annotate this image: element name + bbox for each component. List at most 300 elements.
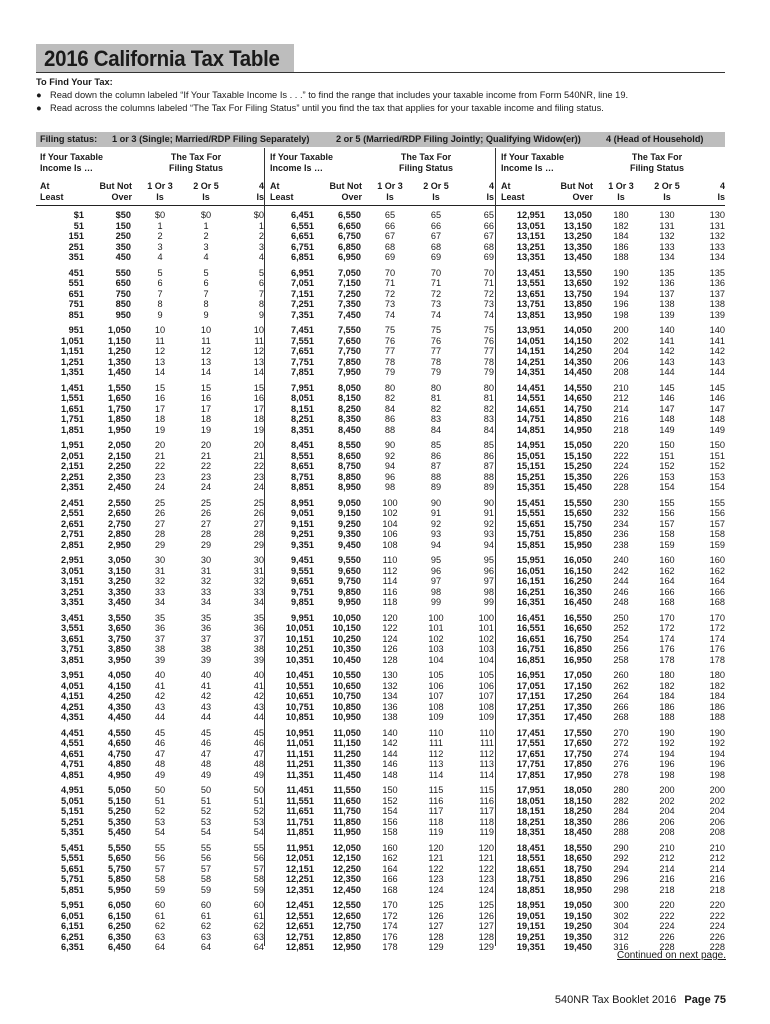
but-not-over-cell: 11,050 bbox=[333, 727, 361, 738]
at-least-cell: 951 bbox=[68, 325, 84, 335]
tax-4-cell: 154 bbox=[709, 482, 725, 493]
at-least-cell: 1,851 bbox=[61, 424, 84, 435]
but-not-over-cell: 4,050 bbox=[108, 670, 131, 680]
tax-2-5-cell: 133 bbox=[659, 241, 675, 252]
tax-1-3-cell: 190 bbox=[613, 267, 629, 278]
tax-4-cell: 170 bbox=[709, 612, 725, 623]
tax-4-cell: 24 bbox=[253, 482, 264, 493]
at-least-cell: 9,751 bbox=[291, 586, 314, 597]
but-not-over-cell: 5,450 bbox=[108, 827, 131, 838]
at-least-cell: 4,951 bbox=[61, 785, 84, 795]
tax-1-3-cell: 42 bbox=[154, 691, 166, 702]
tax-2-5-cell: 100 bbox=[428, 612, 444, 623]
but-not-over-cell: 8,450 bbox=[338, 424, 361, 435]
at-least-cell: 2,051 bbox=[61, 450, 84, 461]
tax-1-3-cell: 40 bbox=[154, 670, 166, 680]
tax-1-3-cell: 38 bbox=[154, 644, 166, 655]
tax-4-cell: 38 bbox=[253, 644, 264, 655]
but-not-over-cell: 9,950 bbox=[338, 597, 361, 608]
tax-4-cell: 123 bbox=[478, 874, 494, 885]
page-title: 2016 California Tax Table bbox=[44, 46, 280, 71]
tax-1-3-cell: 9 bbox=[157, 309, 163, 320]
tax-2-5-cell: 140 bbox=[659, 325, 675, 335]
tax-4-cell: 149 bbox=[709, 424, 725, 435]
tax-4-cell: 45 bbox=[253, 727, 264, 738]
tax-1-3-cell: 41 bbox=[154, 680, 166, 691]
tax-1-3-cell: 302 bbox=[613, 910, 629, 921]
tax-2-5-cell: 157 bbox=[659, 518, 675, 529]
but-not-over-cell: 10,050 bbox=[332, 612, 361, 623]
tax-2-5-cell: 172 bbox=[659, 623, 675, 634]
tax-4-cell: 3 bbox=[258, 241, 264, 252]
tax-1-3-cell: 156 bbox=[382, 816, 398, 827]
but-not-over-cell: 4,350 bbox=[108, 701, 131, 712]
but-not-over-cell: 16,750 bbox=[563, 633, 592, 644]
at-least-cell: 1,651 bbox=[61, 403, 84, 414]
tax-1-3-cell: 148 bbox=[382, 769, 398, 780]
tax-for-header: The Tax For Filing Status bbox=[399, 152, 453, 173]
tax-2-5-cell: 58 bbox=[200, 874, 212, 885]
column-divider bbox=[495, 148, 496, 946]
tax-1-3-cell: 56 bbox=[154, 853, 166, 864]
at-least-cell: 11,851 bbox=[286, 827, 314, 838]
tax-1-3-cell: 258 bbox=[613, 654, 629, 665]
tax-2-5-cell: 45 bbox=[200, 727, 212, 738]
but-not-over-cell: 17,950 bbox=[563, 769, 592, 780]
tax-2-5-cell: 52 bbox=[200, 806, 212, 817]
tax-2-5-cell: 202 bbox=[659, 795, 675, 806]
at-least-cell: 2,451 bbox=[61, 497, 84, 508]
at-least-cell: 15,451 bbox=[516, 497, 545, 508]
tax-4-cell: 27 bbox=[253, 518, 264, 529]
tax-1-3-cell: 256 bbox=[613, 644, 629, 655]
tax-4-cell: 71 bbox=[483, 278, 494, 289]
at-least-cell: 6,251 bbox=[61, 931, 84, 942]
at-least-cell: 13,851 bbox=[516, 309, 545, 320]
at-least-cell: 12,351 bbox=[285, 884, 314, 895]
at-least-cell: 8,551 bbox=[291, 450, 314, 461]
tax-1-3-cell: 232 bbox=[613, 508, 629, 519]
tax-2-5-cell: 61 bbox=[200, 910, 212, 921]
at-least-cell: 3,351 bbox=[61, 597, 84, 608]
tax-1-3-cell: 240 bbox=[613, 555, 629, 565]
tax-2-5-cell: 22 bbox=[200, 461, 212, 472]
tax-2-5-cell: 127 bbox=[428, 921, 444, 932]
at-least-header: At Least bbox=[270, 181, 294, 202]
tax-2-5-cell: 64 bbox=[200, 942, 212, 953]
tax-1-3-cell: 142 bbox=[382, 738, 398, 749]
tax-1-3-cell: 282 bbox=[613, 795, 629, 806]
tax-1-3-cell: 300 bbox=[613, 900, 629, 910]
tax-4-cell: 90 bbox=[483, 497, 494, 508]
at-least-cell: 12,951 bbox=[516, 210, 545, 220]
but-not-over-cell: 17,350 bbox=[563, 701, 592, 712]
tax-1-3-cell: 178 bbox=[382, 942, 398, 953]
but-not-over-cell: 3,650 bbox=[108, 623, 131, 634]
tax-1-3-cell: 274 bbox=[613, 748, 629, 759]
tax-4-cell: 107 bbox=[478, 691, 494, 702]
but-not-over-cell: 5,350 bbox=[108, 816, 131, 827]
tax-4-cell: 129 bbox=[478, 942, 494, 953]
tax-4-cell: 151 bbox=[709, 450, 725, 461]
but-not-over-cell: 2,750 bbox=[108, 518, 131, 529]
tax-1-3-cell: 86 bbox=[384, 414, 396, 425]
tax-2-5-cell: 50 bbox=[200, 785, 212, 795]
but-not-over-cell: 7,050 bbox=[338, 267, 361, 278]
tax-4-cell: 228 bbox=[709, 942, 725, 953]
at-least-cell: 16,951 bbox=[516, 670, 545, 680]
tax-4-cell: 95 bbox=[483, 555, 494, 565]
tax-4-cell: 10 bbox=[253, 325, 264, 335]
but-not-over-cell: 19,250 bbox=[563, 921, 592, 932]
tax-4-cell: 5 bbox=[258, 267, 264, 278]
at-least-cell: 8,151 bbox=[291, 403, 314, 414]
at-least-cell: 13,151 bbox=[516, 231, 545, 242]
tax-4-cell: 113 bbox=[479, 759, 494, 770]
filing-1-3-header: 1 Or 3 Is bbox=[608, 181, 634, 202]
tax-4-cell: 178 bbox=[709, 654, 725, 665]
tax-2-5-cell: 111 bbox=[429, 738, 443, 749]
tax-1-3-cell: 3 bbox=[157, 241, 163, 252]
tax-1-3-cell: 234 bbox=[613, 518, 629, 529]
but-not-over-cell: 13,850 bbox=[563, 299, 592, 310]
but-not-over-cell: 5,550 bbox=[108, 842, 131, 853]
at-least-cell: 3,151 bbox=[61, 576, 84, 587]
tax-2-5-cell: 99 bbox=[430, 597, 442, 608]
but-not-over-header: But Not Over bbox=[560, 181, 593, 202]
tax-2-5-cell: 87 bbox=[430, 461, 442, 472]
tax-1-3-cell: 21 bbox=[154, 450, 166, 461]
tax-4-cell: 63 bbox=[253, 931, 264, 942]
but-not-over-cell: 11,850 bbox=[333, 816, 361, 827]
tax-4-cell: 204 bbox=[709, 806, 725, 817]
but-not-over-cell: 17,650 bbox=[563, 738, 592, 749]
tax-2-5-cell: 32 bbox=[200, 576, 212, 587]
tax-1-3-cell: 29 bbox=[154, 539, 166, 550]
but-not-over-cell: 10,250 bbox=[332, 633, 361, 644]
tax-4-cell: 4 bbox=[258, 252, 264, 263]
at-least-cell: 11,651 bbox=[286, 806, 314, 817]
at-least-cell: 9,151 bbox=[291, 518, 314, 529]
at-least-cell: 14,851 bbox=[516, 424, 545, 435]
at-least-cell: 551 bbox=[68, 278, 84, 289]
tax-1-3-cell: 288 bbox=[613, 827, 629, 838]
tax-4-cell: 112 bbox=[479, 748, 494, 759]
tax-4-cell: 98 bbox=[483, 586, 494, 597]
tax-1-3-cell: 176 bbox=[382, 931, 398, 942]
but-not-over-cell: 17,750 bbox=[563, 748, 592, 759]
at-least-cell: 451 bbox=[68, 267, 84, 278]
tax-2-5-cell: 184 bbox=[659, 691, 675, 702]
but-not-over-cell: 13,150 bbox=[563, 220, 592, 231]
tax-1-3-cell: 47 bbox=[154, 748, 166, 759]
tax-4-cell: 220 bbox=[709, 900, 725, 910]
tax-4-cell: 66 bbox=[483, 220, 494, 231]
instructions bbox=[36, 76, 628, 115]
tax-1-3-cell: 4 bbox=[157, 252, 163, 263]
tax-2-5-cell: 222 bbox=[659, 910, 675, 921]
tax-1-3-cell: 76 bbox=[384, 335, 396, 346]
at-least-cell: 14,751 bbox=[516, 414, 545, 425]
tax-4-cell: 106 bbox=[478, 680, 494, 691]
tax-4-cell: 54 bbox=[253, 827, 264, 838]
tax-2-5-cell: 34 bbox=[200, 597, 212, 608]
tax-2-5-cell: 55 bbox=[200, 842, 212, 853]
tax-2-5-cell: 121 bbox=[428, 853, 444, 864]
tax-2-5-cell: 206 bbox=[659, 816, 675, 827]
but-not-over-cell: 1,050 bbox=[108, 325, 131, 335]
at-least-cell: 14,351 bbox=[516, 367, 545, 378]
but-not-over-cell: 4,950 bbox=[108, 769, 131, 780]
but-not-over-cell: 2,050 bbox=[108, 440, 131, 450]
tax-2-5-cell: 108 bbox=[428, 701, 444, 712]
but-not-over-cell: 9,850 bbox=[338, 586, 361, 597]
tax-2-5-cell: 86 bbox=[430, 450, 442, 461]
tax-2-5-cell: 110 bbox=[428, 727, 444, 738]
tax-1-3-cell: 206 bbox=[613, 356, 629, 367]
but-not-over-cell: 12,650 bbox=[332, 910, 361, 921]
but-not-over-cell: 13,250 bbox=[563, 231, 592, 242]
but-not-over-cell: 6,550 bbox=[338, 210, 361, 220]
at-least-cell: 15,851 bbox=[516, 539, 545, 550]
tax-1-3-cell: 26 bbox=[154, 508, 166, 519]
instruction-line bbox=[36, 89, 628, 102]
at-least-cell: 9,851 bbox=[291, 597, 314, 608]
tax-2-5-cell: 154 bbox=[659, 482, 675, 493]
tax-1-3-cell: 70 bbox=[384, 267, 396, 278]
tax-1-3-cell: 128 bbox=[382, 654, 398, 665]
tax-2-5-cell: 90 bbox=[430, 497, 442, 508]
at-least-cell: 10,051 bbox=[285, 623, 314, 634]
tax-1-3-cell: 252 bbox=[613, 623, 629, 634]
but-not-over-cell: 13,550 bbox=[563, 267, 592, 278]
but-not-over-cell: 14,550 bbox=[563, 382, 592, 393]
tax-1-3-cell: 60 bbox=[154, 900, 166, 910]
but-not-over-cell: 15,650 bbox=[563, 508, 592, 519]
tax-4-cell: 208 bbox=[709, 827, 725, 838]
tax-1-3-cell: 73 bbox=[384, 299, 396, 310]
tax-1-3-cell: 88 bbox=[384, 424, 396, 435]
tax-2-5-cell: 216 bbox=[659, 874, 675, 885]
tax-2-5-cell: 89 bbox=[430, 482, 442, 493]
tax-2-5-cell: 125 bbox=[428, 900, 444, 910]
tax-4-cell: 200 bbox=[709, 785, 725, 795]
but-not-over-cell: 9,350 bbox=[338, 529, 361, 540]
at-least-cell: 14,651 bbox=[516, 403, 545, 414]
tax-4-cell: 97 bbox=[483, 576, 494, 587]
but-not-over-cell: 4,150 bbox=[108, 680, 131, 691]
at-least-cell: 4,851 bbox=[61, 769, 84, 780]
tax-4-cell: 1 bbox=[258, 220, 264, 231]
tax-2-5-cell: 113 bbox=[428, 759, 444, 770]
at-least-cell: 15,051 bbox=[516, 450, 545, 461]
tax-4-cell: 33 bbox=[253, 586, 264, 597]
at-least-cell: 6,751 bbox=[291, 241, 314, 252]
at-least-cell: 11,551 bbox=[286, 795, 314, 806]
tax-2-5-cell: 149 bbox=[659, 424, 675, 435]
at-least-cell: 4,751 bbox=[61, 759, 84, 770]
at-least-cell: 2,851 bbox=[61, 539, 84, 550]
at-least-cell: 1,151 bbox=[61, 346, 84, 357]
tax-1-3-cell: 200 bbox=[613, 325, 629, 335]
tax-2-5-cell: 212 bbox=[659, 853, 675, 864]
at-least-cell: 17,051 bbox=[516, 680, 545, 691]
but-not-over-cell: 14,950 bbox=[563, 424, 592, 435]
tax-4-cell: 105 bbox=[478, 670, 494, 680]
at-least-cell: 9,251 bbox=[291, 529, 314, 540]
tax-for-header: The Tax For Filing Status bbox=[169, 152, 223, 173]
tax-1-3-cell: 24 bbox=[154, 482, 166, 493]
tax-4-cell: 64 bbox=[253, 942, 264, 953]
at-least-cell: 9,651 bbox=[291, 576, 314, 587]
but-not-over-cell: 150 bbox=[115, 220, 131, 231]
but-not-over-cell: 8,550 bbox=[338, 440, 361, 450]
tax-1-3-cell: 230 bbox=[613, 497, 629, 508]
tax-4-cell: 89 bbox=[483, 482, 494, 493]
tax-4-cell: 56 bbox=[253, 853, 264, 864]
tax-2-5-cell: 224 bbox=[659, 921, 675, 932]
tax-4-cell: 166 bbox=[709, 586, 725, 597]
tax-1-3-cell: 272 bbox=[613, 738, 629, 749]
but-not-over-cell: 10,350 bbox=[332, 644, 361, 655]
tax-4-cell: 126 bbox=[478, 910, 494, 921]
tax-2-5-cell: 91 bbox=[430, 508, 442, 519]
at-least-cell: 16,051 bbox=[516, 565, 545, 576]
but-not-over-cell: 3,150 bbox=[108, 565, 131, 576]
tax-4-cell: 164 bbox=[709, 576, 725, 587]
tax-2-5-cell: 47 bbox=[200, 748, 212, 759]
at-least-cell: 7,851 bbox=[291, 367, 314, 378]
but-not-over-cell: 6,050 bbox=[108, 900, 131, 910]
at-least-cell: 6,451 bbox=[291, 210, 314, 220]
but-not-over-cell: 4,250 bbox=[108, 691, 131, 702]
at-least-cell: 8,451 bbox=[291, 440, 314, 450]
tax-4-cell: 103 bbox=[478, 644, 494, 655]
tax-1-3-cell: 182 bbox=[613, 220, 629, 231]
tax-2-5-cell: 148 bbox=[659, 414, 675, 425]
at-least-cell: 12,551 bbox=[285, 910, 314, 921]
tax-2-5-cell: 66 bbox=[430, 220, 442, 231]
tax-1-3-cell: 120 bbox=[382, 612, 398, 623]
tax-4-cell: 14 bbox=[253, 367, 264, 378]
but-not-over-cell: 850 bbox=[115, 299, 131, 310]
tax-2-5-cell: 102 bbox=[428, 633, 444, 644]
tax-1-3-cell: 312 bbox=[613, 931, 629, 942]
tax-4-cell: 29 bbox=[253, 539, 264, 550]
at-least-cell: 19,351 bbox=[516, 942, 545, 953]
at-least-cell: 13,351 bbox=[516, 252, 545, 263]
tax-1-3-cell: 228 bbox=[613, 482, 629, 493]
tax-1-3-cell: 58 bbox=[154, 874, 166, 885]
tax-1-3-cell: 212 bbox=[613, 393, 629, 404]
but-not-over-cell: 16,450 bbox=[563, 597, 592, 608]
at-least-cell: 17,951 bbox=[516, 785, 545, 795]
but-not-over-cell: 11,350 bbox=[333, 759, 361, 770]
but-not-over-cell: 14,050 bbox=[563, 325, 592, 335]
tax-1-3-cell: 116 bbox=[382, 586, 398, 597]
at-least-cell: 2,151 bbox=[61, 461, 84, 472]
at-least-cell: 18,451 bbox=[516, 842, 545, 853]
at-least-cell: 15,951 bbox=[516, 555, 545, 565]
at-least-cell: 2,251 bbox=[61, 471, 84, 482]
at-least-cell: 17,151 bbox=[516, 691, 545, 702]
tax-2-5-cell: 27 bbox=[200, 518, 212, 529]
at-least-cell: 1,551 bbox=[61, 393, 84, 404]
but-not-over-cell: 18,650 bbox=[563, 853, 592, 864]
tax-4-cell: 87 bbox=[483, 461, 494, 472]
at-least-cell: 16,251 bbox=[516, 586, 545, 597]
at-least-cell: 18,051 bbox=[516, 795, 545, 806]
but-not-over-cell: 17,550 bbox=[563, 727, 592, 738]
tax-2-5-cell: 10 bbox=[200, 325, 212, 335]
tax-1-3-cell: 16 bbox=[154, 393, 166, 404]
tax-2-5-cell: 124 bbox=[428, 884, 444, 895]
at-least-cell: 10,651 bbox=[285, 691, 314, 702]
tax-2-5-cell: 65 bbox=[430, 210, 442, 220]
at-least-cell: 6,851 bbox=[291, 252, 314, 263]
tax-4-cell: 172 bbox=[709, 623, 725, 634]
tax-2-5-cell: 114 bbox=[428, 769, 444, 780]
tax-2-5-cell: 158 bbox=[659, 529, 675, 540]
tax-1-3-cell: 27 bbox=[154, 518, 166, 529]
tax-1-3-cell: 260 bbox=[613, 670, 629, 680]
but-not-over-cell: 2,450 bbox=[108, 482, 131, 493]
at-least-cell: 9,051 bbox=[291, 508, 314, 519]
at-least-cell: 751 bbox=[68, 299, 84, 310]
but-not-over-cell: 8,150 bbox=[338, 393, 361, 404]
tax-2-5-cell: 186 bbox=[659, 701, 675, 712]
but-not-over-cell: 4,650 bbox=[108, 738, 131, 749]
tax-2-5-cell: 80 bbox=[430, 382, 442, 393]
tax-4-cell: 35 bbox=[253, 612, 264, 623]
tax-4-cell: 77 bbox=[483, 346, 494, 357]
tax-2-5-cell: 73 bbox=[430, 299, 442, 310]
tax-1-3-cell: 5 bbox=[157, 267, 163, 278]
but-not-over-cell: 1,750 bbox=[108, 403, 131, 414]
at-least-cell: 14,151 bbox=[516, 346, 545, 357]
at-least-cell: 10,751 bbox=[285, 701, 314, 712]
at-least-cell: 1,351 bbox=[61, 367, 84, 378]
tax-2-5-cell: 122 bbox=[428, 863, 444, 874]
at-least-cell: 2,351 bbox=[61, 482, 84, 493]
tax-2-5-cell: 208 bbox=[659, 827, 675, 838]
but-not-over-cell: 4,550 bbox=[108, 727, 131, 738]
tax-4-cell: 44 bbox=[253, 712, 264, 723]
tax-2-5-cell: 37 bbox=[200, 633, 212, 644]
but-not-over-cell: 10,550 bbox=[332, 670, 361, 680]
tax-4-cell: 140 bbox=[709, 325, 725, 335]
tax-4-cell: 25 bbox=[253, 497, 264, 508]
but-not-over-cell: 15,750 bbox=[563, 518, 592, 529]
tax-2-5-cell: 162 bbox=[659, 565, 675, 576]
at-least-cell: 17,851 bbox=[516, 769, 545, 780]
tax-2-5-cell: 71 bbox=[430, 278, 442, 289]
tax-2-5-cell: 15 bbox=[200, 382, 212, 393]
at-least-cell: 10,951 bbox=[285, 727, 314, 738]
tax-2-5-cell: 44 bbox=[200, 712, 212, 723]
but-not-over-cell: 12,750 bbox=[332, 921, 361, 932]
but-not-over-cell: 9,450 bbox=[338, 539, 361, 550]
tax-4-cell: 176 bbox=[709, 644, 725, 655]
tax-1-3-cell: 79 bbox=[384, 367, 396, 378]
at-least-cell: 4,551 bbox=[61, 738, 84, 749]
but-not-over-cell: 2,650 bbox=[108, 508, 131, 519]
tax-2-5-cell: 24 bbox=[200, 482, 212, 493]
at-least-cell: 9,951 bbox=[291, 612, 314, 623]
tax-1-3-cell: 224 bbox=[613, 461, 629, 472]
tax-4-cell: 76 bbox=[483, 335, 494, 346]
tax-2-5-cell: 28 bbox=[200, 529, 212, 540]
